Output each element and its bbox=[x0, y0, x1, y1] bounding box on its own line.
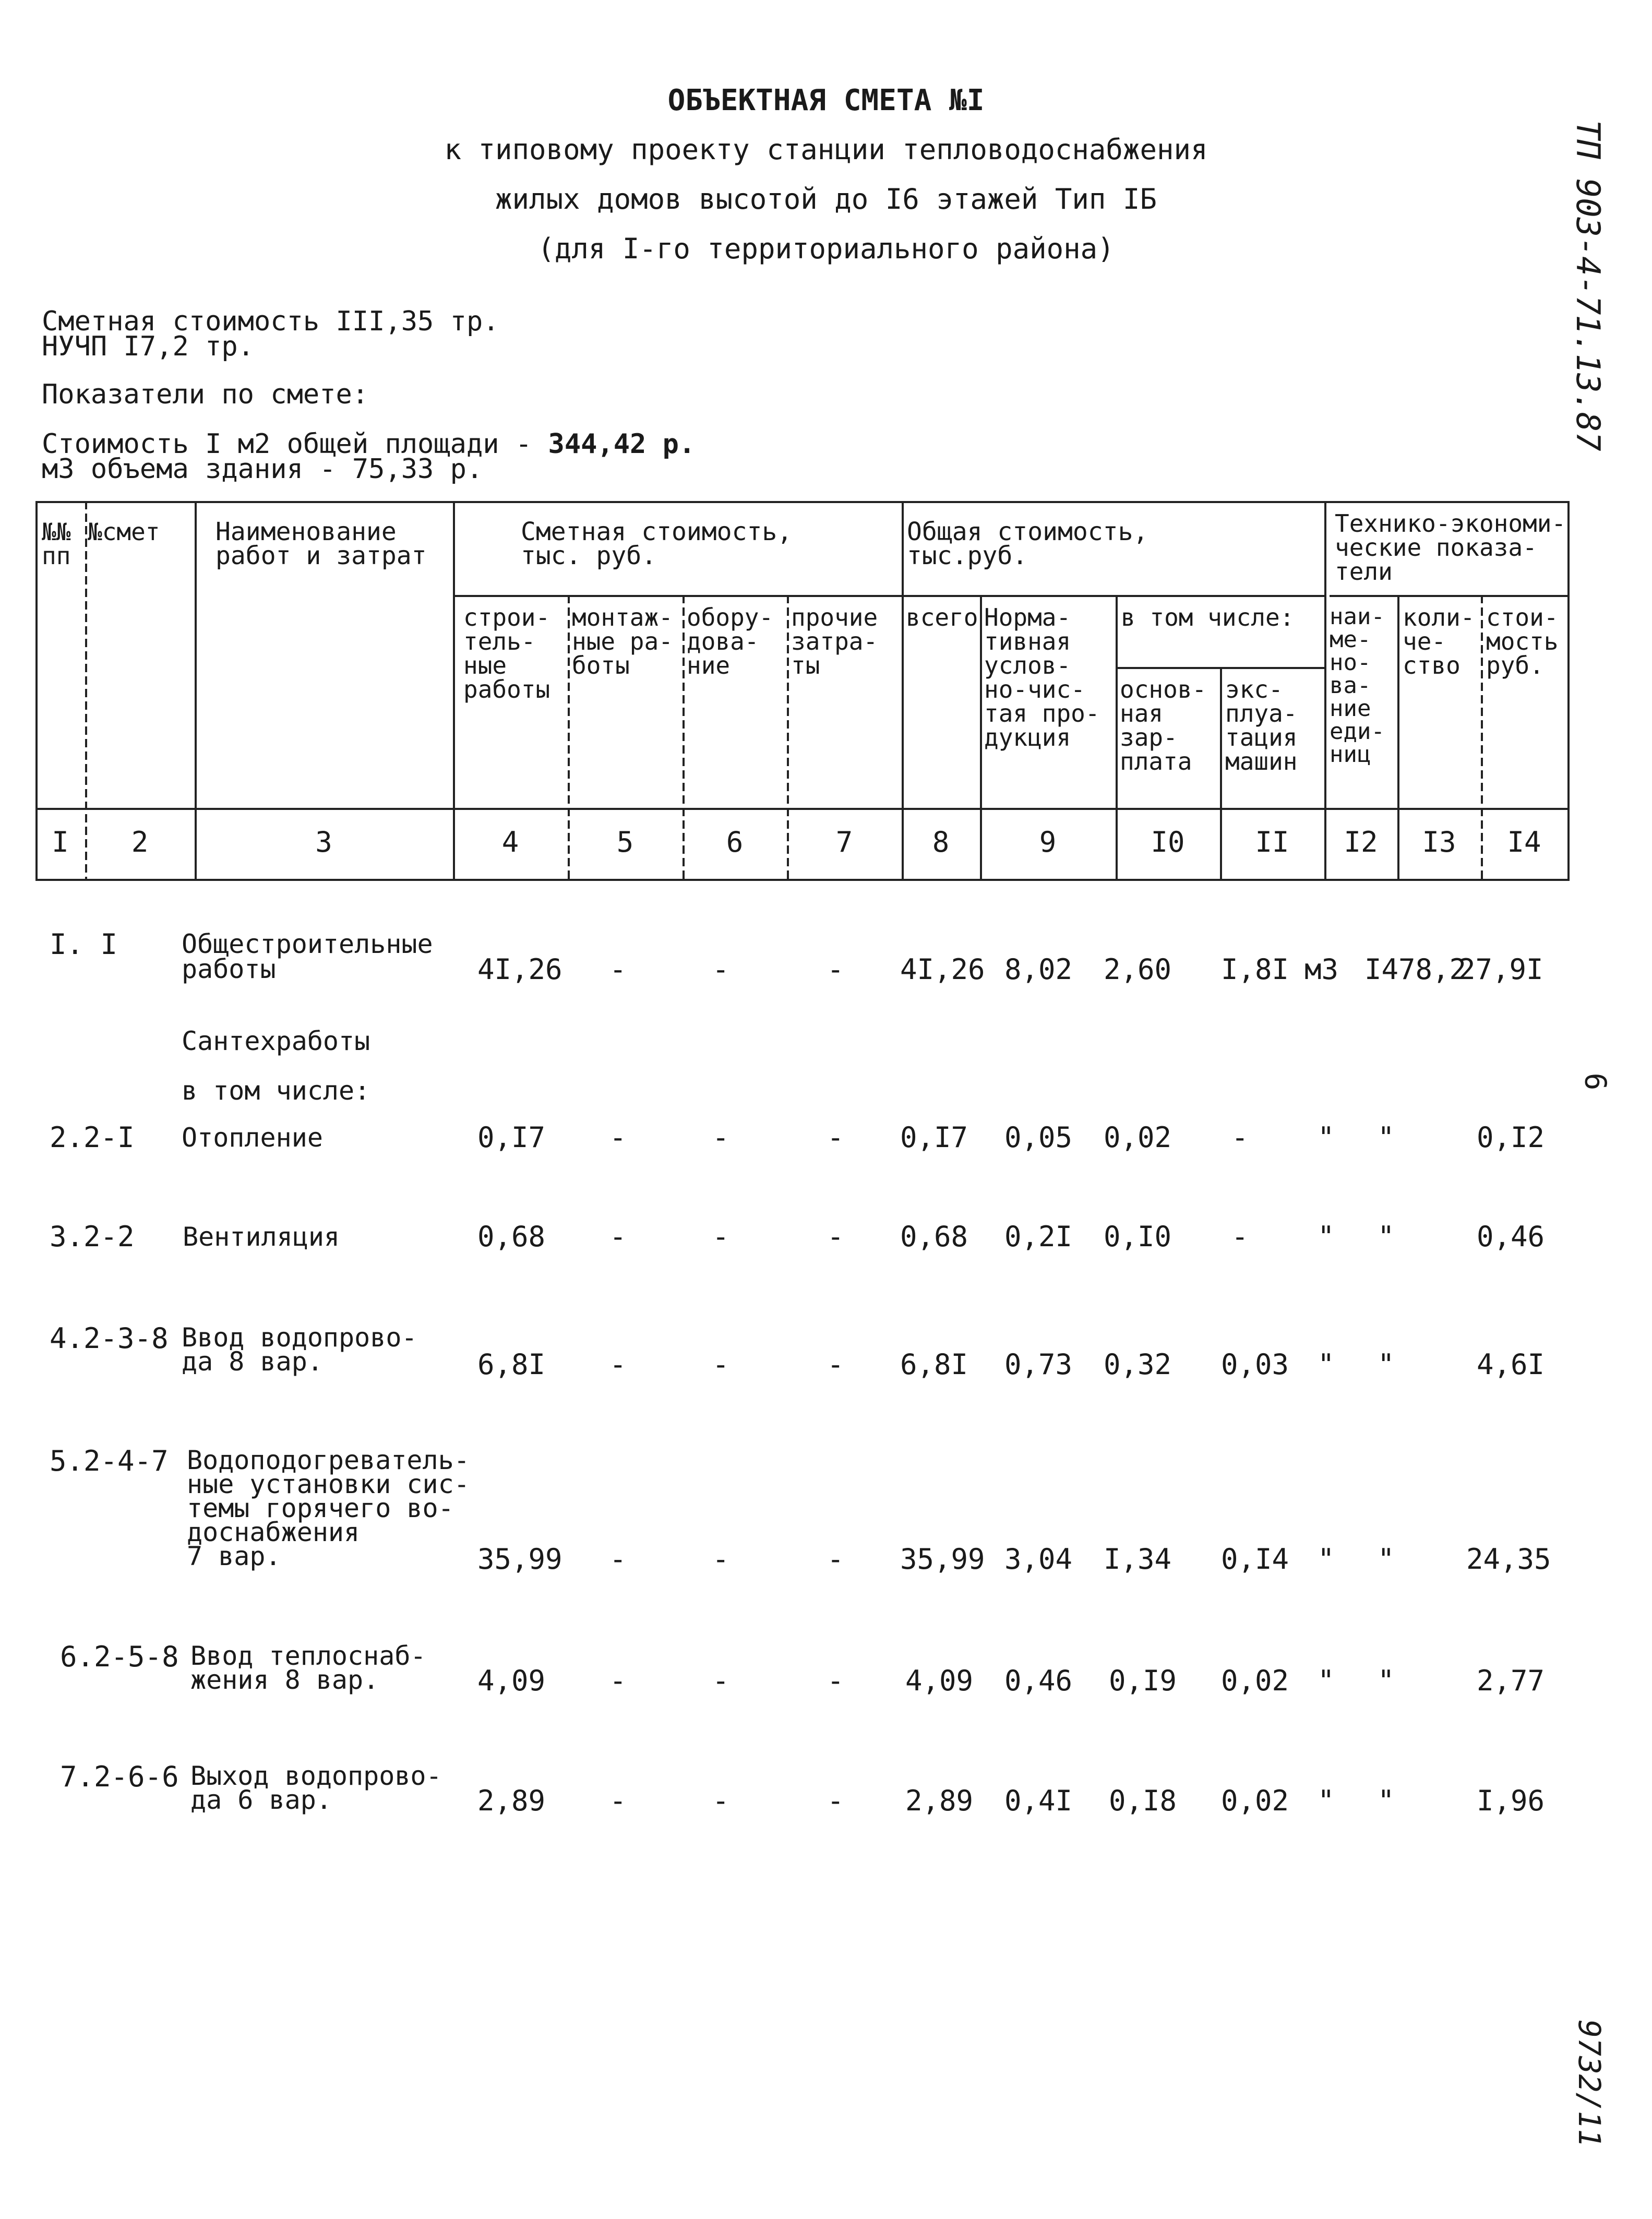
row-c8: 35,99 bbox=[900, 1543, 985, 1576]
col-13-header: коли- че- ство bbox=[1403, 603, 1475, 679]
col-7-header: прочие затра- ты bbox=[791, 603, 878, 679]
row-c12: " bbox=[1318, 1348, 1335, 1381]
col-number: I3 bbox=[1422, 826, 1456, 858]
row-name: Сантехработы bbox=[182, 1026, 370, 1056]
row-c7: - bbox=[827, 1543, 844, 1576]
row-c10: 2,60 bbox=[1104, 953, 1172, 986]
header-vrule bbox=[1567, 501, 1570, 881]
row-c14: 27,9I bbox=[1458, 953, 1543, 986]
col-9-header: Норма- тивная услов- но-чис- тая про- дукция bbox=[984, 603, 1100, 751]
row-c10: 0,32 bbox=[1104, 1348, 1172, 1381]
col-number: I0 bbox=[1151, 826, 1185, 858]
row-number: 5.2-4-7 bbox=[50, 1445, 169, 1477]
row-c5: - bbox=[609, 1543, 627, 1576]
row-c13: " bbox=[1378, 1664, 1395, 1697]
row-c6: - bbox=[712, 1121, 729, 1154]
row-c11: 0,I4 bbox=[1221, 1543, 1289, 1576]
row-c4: 0,I7 bbox=[477, 1121, 546, 1154]
row-c4: 6,8I bbox=[477, 1348, 546, 1381]
col-number: II bbox=[1255, 826, 1289, 858]
row-c9: 0,73 bbox=[1004, 1348, 1073, 1381]
row-c4: 35,99 bbox=[477, 1543, 562, 1576]
col-number: 9 bbox=[1039, 826, 1057, 858]
header-vrule bbox=[85, 501, 87, 881]
header-group-rule-right bbox=[1330, 595, 1570, 597]
row-c9: 0,05 bbox=[1004, 1121, 1073, 1154]
row-name: Выход водопрово- да 6 вар. bbox=[190, 1761, 442, 1815]
row-c11: 0,03 bbox=[1221, 1348, 1289, 1381]
row-c11: 0,02 bbox=[1221, 1784, 1289, 1817]
row-c7: - bbox=[827, 1348, 844, 1381]
row-c6: - bbox=[712, 1543, 729, 1576]
col-name-header: Наименование работ и затрат bbox=[216, 517, 427, 570]
row-c10: 0,I0 bbox=[1104, 1220, 1172, 1253]
table-header bbox=[35, 501, 1570, 882]
row-c8: 4I,26 bbox=[900, 953, 985, 986]
row-c9: 0,46 bbox=[1004, 1664, 1073, 1697]
row-number: 2.2-I bbox=[50, 1121, 135, 1154]
col-10-header: основ- ная зар- плата bbox=[1120, 675, 1207, 776]
row-name: Отопление bbox=[182, 1123, 323, 1153]
row-c7: - bbox=[827, 1220, 844, 1253]
row-c9: 3,04 bbox=[1004, 1543, 1073, 1576]
row-c5: - bbox=[609, 1220, 627, 1253]
title-line-3: жилых домов высотой до I6 этажей Тип IБ bbox=[495, 183, 1157, 216]
row-c10: I,34 bbox=[1104, 1543, 1172, 1576]
document-title: ОБЪЕКТНАЯ СМЕТА №I bbox=[667, 83, 985, 117]
row-name: Водоподогреватель- ные установки сис- темы горячего во- доснабжения 7 вар. bbox=[187, 1445, 470, 1571]
row-c8: 0,68 bbox=[900, 1220, 968, 1253]
col-number: 8 bbox=[932, 826, 950, 858]
row-c12: " bbox=[1318, 1220, 1335, 1253]
row-c13: " bbox=[1378, 1543, 1395, 1576]
row-number: 7.2-6-6 bbox=[60, 1760, 179, 1793]
header-vrule bbox=[902, 501, 904, 881]
row-c5: - bbox=[609, 1348, 627, 1381]
row-c14: 2,77 bbox=[1477, 1664, 1545, 1697]
page-number: 6 bbox=[1578, 1072, 1612, 1091]
row-c5: - bbox=[609, 953, 627, 986]
row-c4: 2,89 bbox=[477, 1784, 546, 1817]
row-c12: " bbox=[1318, 1543, 1335, 1576]
row-c11: 0,02 bbox=[1221, 1664, 1289, 1697]
row-c11: I,8I bbox=[1221, 953, 1289, 986]
row-c6: - bbox=[712, 953, 729, 986]
header-bottom-rule bbox=[35, 879, 1570, 881]
col-number: I4 bbox=[1507, 826, 1541, 858]
col-number: 5 bbox=[616, 826, 634, 858]
col-number: 7 bbox=[835, 826, 853, 858]
cost-per-m2-label: Стоимость I м2 общей площади - bbox=[42, 428, 548, 460]
row-name: Вентиляция bbox=[183, 1222, 340, 1252]
title-line-4: (для I-го территориального района) bbox=[537, 232, 1115, 265]
row-c13: I478,2 bbox=[1364, 953, 1467, 986]
row-c9: 0,2I bbox=[1004, 1220, 1073, 1253]
row-c5: - bbox=[609, 1664, 627, 1697]
archive-stamp: 9732/11 bbox=[1572, 2020, 1607, 2148]
row-c14: 0,I2 bbox=[1477, 1121, 1545, 1154]
indicators-heading: Показатели по смете: bbox=[42, 379, 369, 410]
row-name: Ввод водопрово- да 8 вар. bbox=[182, 1322, 417, 1377]
header-vrule bbox=[1324, 501, 1326, 881]
col-8-header: всего bbox=[906, 603, 978, 631]
row-c9: 0,4I bbox=[1004, 1784, 1073, 1817]
incl-header: в том числе: bbox=[1121, 603, 1295, 631]
row-number: 4.2-3-8 bbox=[50, 1322, 169, 1355]
row-c6: - bbox=[712, 1784, 729, 1817]
row-c10: 0,02 bbox=[1104, 1121, 1172, 1154]
group-smeta-header: Сметная стоимость, тыс. руб. bbox=[521, 517, 793, 570]
col-number: 2 bbox=[131, 826, 149, 858]
header-vrule bbox=[195, 501, 197, 881]
header-top-rule bbox=[35, 501, 1570, 503]
row-c10: 0,I8 bbox=[1109, 1784, 1177, 1817]
project-code: ТП 903-4-71.13.87 bbox=[1569, 120, 1607, 451]
col-6-header: обору- дова- ние bbox=[687, 603, 774, 679]
row-c11: - bbox=[1231, 1121, 1249, 1154]
col-number: 4 bbox=[501, 826, 519, 858]
title-line-2: к типовому проекту станции тепловодоснабжения bbox=[444, 133, 1208, 166]
row-c7: - bbox=[827, 1121, 844, 1154]
header-vrule bbox=[453, 501, 455, 881]
row-c11: - bbox=[1231, 1220, 1249, 1253]
row-c4: 4,09 bbox=[477, 1664, 546, 1697]
row-c4: 0,68 bbox=[477, 1220, 546, 1253]
col-number: I bbox=[52, 826, 69, 858]
nuchp-value: НУЧП I7,2 тр. bbox=[42, 331, 254, 362]
cost-per-m3: м3 объема здания - 75,33 р. bbox=[42, 454, 483, 485]
row-c10: 0,I9 bbox=[1109, 1664, 1177, 1697]
col-number: 3 bbox=[315, 826, 332, 858]
row-c6: - bbox=[712, 1220, 729, 1253]
header-group-rule-left bbox=[453, 595, 1324, 597]
row-name: Общестроительные работы bbox=[182, 929, 433, 984]
row-c14: 24,35 bbox=[1466, 1543, 1551, 1576]
row-number: 3.2-2 bbox=[50, 1220, 135, 1253]
row-number: I. I bbox=[50, 928, 118, 961]
row-name: в том числе: bbox=[182, 1076, 370, 1106]
row-c7: - bbox=[827, 1784, 844, 1817]
col-number: 6 bbox=[726, 826, 744, 858]
row-c7: - bbox=[827, 953, 844, 986]
col-14-header: стои- мость руб. bbox=[1486, 603, 1559, 679]
cost-per-m2-value: 344,42 р. bbox=[548, 428, 696, 460]
row-c13: " bbox=[1378, 1784, 1395, 1817]
header-vrule bbox=[35, 501, 38, 881]
col-number: I2 bbox=[1344, 826, 1378, 858]
row-c8: 2,89 bbox=[905, 1784, 974, 1817]
row-c5: - bbox=[609, 1784, 627, 1817]
col-12-header: наи- ме- но- ва- ние еди- ниц bbox=[1330, 603, 1385, 768]
row-c5: - bbox=[609, 1121, 627, 1154]
row-c12: " bbox=[1318, 1121, 1335, 1154]
col-estimate-header: №смет bbox=[88, 518, 160, 546]
estimated-cost: Сметная стоимость III,35 тр. bbox=[42, 306, 499, 337]
row-c8: 0,I7 bbox=[900, 1121, 968, 1154]
row-name: Ввод теплоснаб- жения 8 вар. bbox=[190, 1641, 426, 1695]
row-c6: - bbox=[712, 1664, 729, 1697]
row-c9: 8,02 bbox=[1004, 953, 1073, 986]
col-11-header: экс- плуа- тация машин bbox=[1225, 675, 1298, 776]
col-number-header: №№ пп bbox=[42, 518, 71, 570]
row-c13: " bbox=[1378, 1348, 1395, 1381]
row-c14: 0,46 bbox=[1477, 1220, 1545, 1253]
row-number: 6.2-5-8 bbox=[60, 1640, 179, 1673]
row-c6: - bbox=[712, 1348, 729, 1381]
row-c14: 4,6I bbox=[1477, 1348, 1545, 1381]
row-c13: " bbox=[1378, 1121, 1395, 1154]
row-c8: 4,09 bbox=[905, 1664, 974, 1697]
col-5-header: монтаж- ные ра- боты bbox=[572, 603, 673, 679]
group-total-header: Общая стоимость, тыс.руб. bbox=[907, 517, 1148, 570]
row-c7: - bbox=[827, 1664, 844, 1697]
row-c4: 4I,26 bbox=[477, 953, 562, 986]
col-4-header: строи- тель- ные работы bbox=[463, 603, 550, 703]
row-c8: 6,8I bbox=[900, 1348, 968, 1381]
header-mid-rule bbox=[35, 808, 1570, 810]
row-c12: м3 bbox=[1304, 953, 1339, 986]
group-tech-header: Технико-экономи- ческие показа- тели bbox=[1335, 509, 1566, 586]
row-c14: I,96 bbox=[1477, 1784, 1545, 1817]
row-c13: " bbox=[1378, 1220, 1395, 1253]
row-c12: " bbox=[1318, 1784, 1335, 1817]
row-c12: " bbox=[1318, 1664, 1335, 1697]
